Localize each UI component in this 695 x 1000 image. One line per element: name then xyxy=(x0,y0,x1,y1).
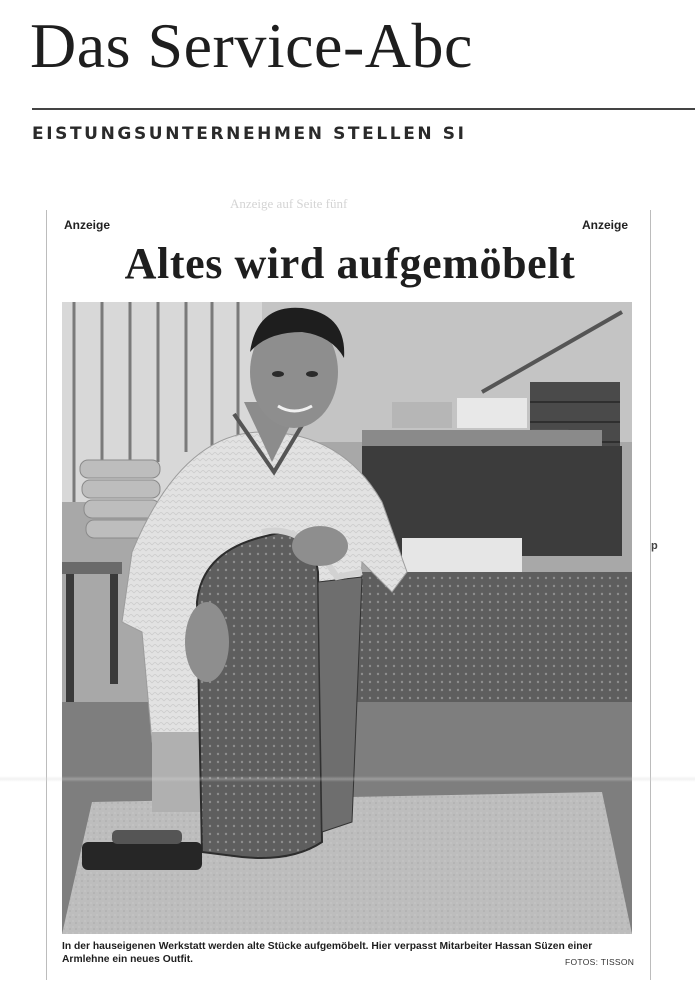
ad-label-left: Anzeige xyxy=(64,218,111,232)
photo-credit: FOTOS: TISSON xyxy=(565,957,635,967)
ad-label-right: Anzeige xyxy=(582,218,629,232)
armrest-upholstery xyxy=(197,532,322,858)
staple-gun xyxy=(82,842,202,870)
adjacent-column-fragment: p xyxy=(651,540,658,552)
masthead-title: Das Service-Abc xyxy=(30,10,473,81)
paper-fold-line xyxy=(0,776,695,782)
article-headline: Altes wird aufgemöbelt xyxy=(124,239,576,288)
photo-caption: In der hauseigenen Werkstatt werden alte Stücke aufgemöbelt. Hier verpasst Mitarbeiter Hassan Süzen einer Armlehne ein neues Outfit. xyxy=(62,941,593,965)
workshop-photo xyxy=(62,302,632,934)
masthead-rule xyxy=(32,108,695,110)
ghost-bleed-text: Anzeige auf Seite fünf xyxy=(230,196,348,211)
section-subline: EISTUNGSUNTERNEHMEN STELLEN SI xyxy=(32,124,467,144)
